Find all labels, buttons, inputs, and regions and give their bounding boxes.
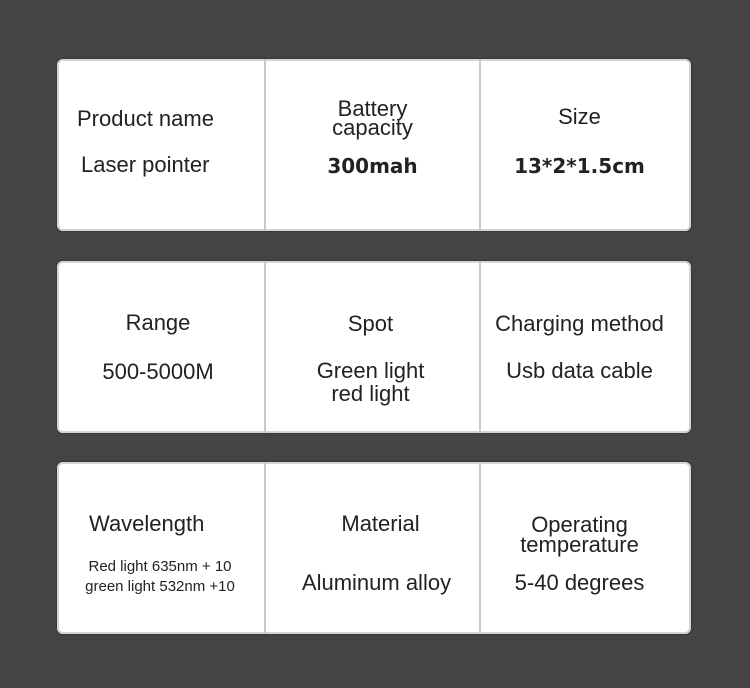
spec-value: Laser pointer	[81, 152, 210, 177]
spec-value-line2: green light 532nm +10	[85, 578, 235, 595]
spec-spot	[265, 261, 480, 433]
spec-value: Usb data cable	[506, 358, 653, 383]
spec-value-line2: red light	[331, 381, 410, 406]
spec-value: 13*2*1.5cm	[514, 154, 645, 178]
spec-label: Size	[558, 104, 601, 129]
spec-operating-temperature	[480, 462, 691, 634]
spec-label-line1: Battery	[337, 96, 408, 121]
spec-battery-capacity	[265, 59, 480, 231]
spec-range	[57, 261, 265, 433]
spec-label-line2: temperature	[520, 532, 639, 557]
spec-label: Charging method	[495, 311, 664, 336]
spec-card-3	[57, 462, 691, 634]
spec-value: Aluminum alloy	[301, 570, 452, 595]
spec-value: 5-40 degrees	[514, 570, 645, 595]
spec-value-line1: Red light 635nm + 10	[88, 558, 232, 575]
spec-card-2	[57, 261, 691, 433]
spec-label: Spot	[347, 311, 394, 336]
spec-label: Range	[125, 310, 191, 335]
spec-label: Material	[341, 511, 420, 536]
spec-label: Wavelength	[89, 511, 205, 536]
spec-size	[480, 59, 691, 231]
spec-card-1	[57, 59, 691, 231]
spec-label: Product name	[77, 106, 214, 131]
spec-value: 500-5000M	[102, 359, 214, 384]
spec-label-line1: Operating	[531, 512, 628, 537]
spec-product-name	[57, 59, 265, 231]
spec-label-line2: capacity	[332, 115, 413, 140]
spec-material	[265, 462, 480, 634]
spec-value: 300mah	[327, 154, 418, 178]
spec-wavelength	[57, 462, 265, 634]
spec-charging-method	[480, 261, 691, 433]
spec-value-line1: Green light	[316, 358, 425, 383]
